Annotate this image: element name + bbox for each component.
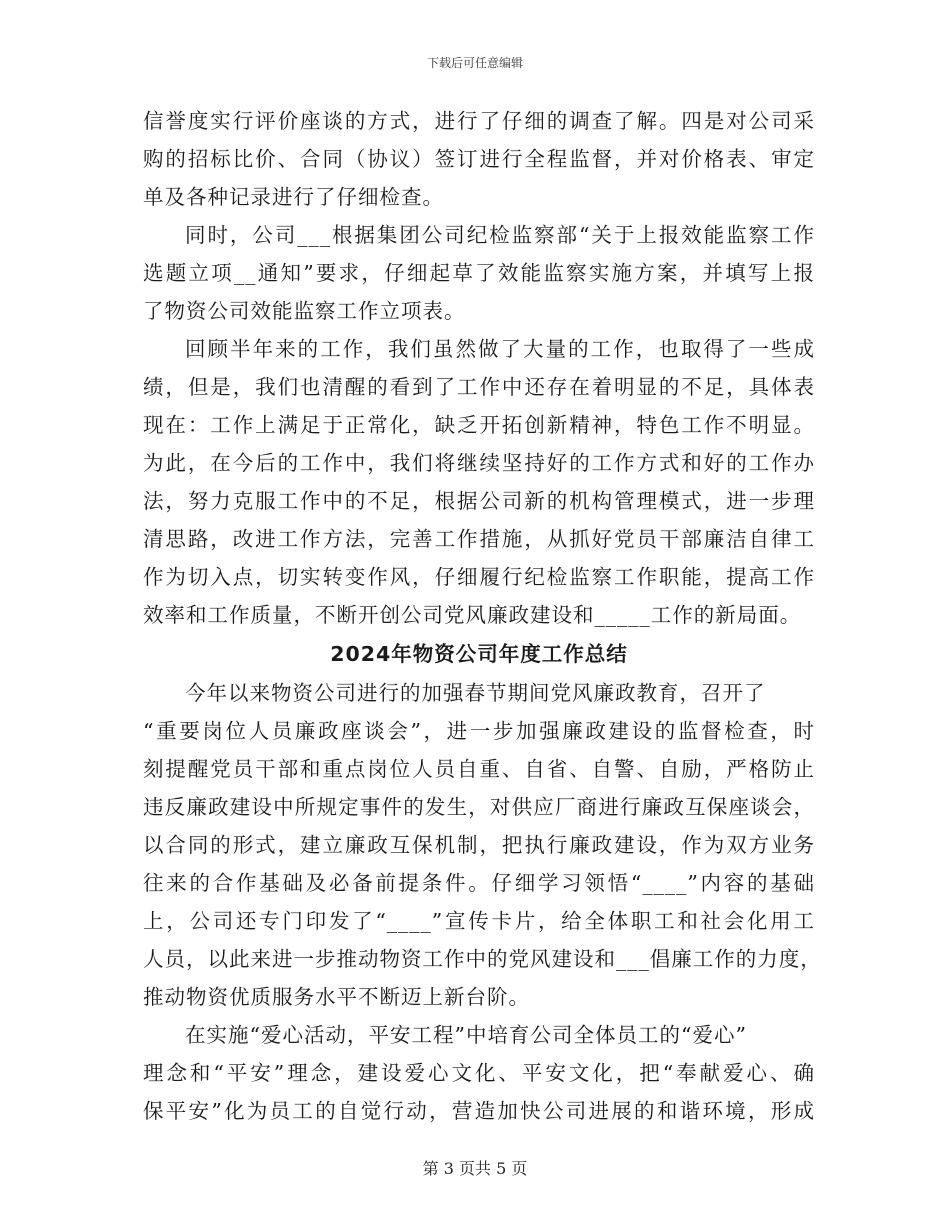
text-line: 为此，在今后的工作中，我们将继续坚持好的工作方式和好的工作办 [143, 451, 815, 475]
text-line: 了物资公司效能监察工作立项表。 [143, 299, 466, 323]
text-line: 同时，公司___根据集团公司纪检监察部“关于上报效能监察工作 [185, 223, 815, 247]
text-line: 作为切入点，切实转变作风，仔细履行纪检监察工作职能，提高工作 [143, 565, 815, 589]
text-line: 以合同的形式，建立廉政互保机制，把执行廉政建设，作为双方业务 [143, 833, 815, 857]
paragraph [143, 1016, 815, 1130]
text-line: 效率和工作质量，不断开创公司党风廉政建设和_____工作的新局面。 [143, 603, 802, 627]
text-line: 今年以来物资公司进行的加强春节期间党风廉政教育，召开了 [185, 681, 766, 705]
text-line: 违反廉政建设中所规定事件的发生，对供应厂商进行廉政互保座谈会， [143, 795, 815, 819]
text-line: 绩，但是，我们也清醒的看到了工作中还存在着明显的不足，具体表 [143, 375, 815, 399]
paragraph [143, 674, 822, 1016]
document-body [143, 102, 822, 1130]
text-line: 人员，以此来进一步推动物资工作中的党风建设和___倡廉工作的力度， [143, 947, 822, 971]
text-line: 理念和“平安”理念，建设爱心文化、平安文化，把“奉献爱心、确 [143, 1061, 815, 1085]
document-title: 2024年物资公司年度工作总结 [330, 642, 628, 666]
text-line: 在实施“爱心活动，平安工程”中培育公司全体员工的“爱心” [185, 1023, 747, 1047]
text-line: 现在：工作上满足于正常化，缺乏开拓创新精神，特色工作不明显。 [143, 413, 815, 437]
paragraph [143, 102, 815, 216]
page-header: 下载后可任意编辑 [426, 56, 523, 70]
text-line: “重要岗位人员廉政座谈会”，进一步加强廉政建设的监督检查，时 [143, 719, 815, 743]
paragraph [143, 330, 815, 634]
text-line: 保平安”化为员工的自觉行动，营造加快公司进展的和谐环境，形成 [143, 1099, 815, 1123]
text-line: 上，公司还专门印发了“____”宣传卡片，给全体职工和社会化用工 [143, 909, 815, 933]
text-line: 购的招标比价、合同（协议）签订进行全程监督，并对价格表、审定 [143, 147, 815, 171]
text-line: 往来的合作基础及必备前提条件。仔细学习领悟“____”内容的基础 [143, 871, 815, 895]
text-line: 法，努力克服工作中的不足，根据公司新的机构管理模式，进一步理 [143, 489, 815, 513]
text-line: 信誉度实行评价座谈的方式，进行了仔细的调查了解。四是对公司采 [143, 109, 815, 133]
text-line: 推动物资优质服务水平不断迈上新台阶。 [143, 985, 530, 1009]
text-line: 清思路，改进工作方法，完善工作措施，从抓好党员干部廉洁自律工 [143, 527, 815, 551]
page-footer: 第 3 页共 5 页 [422, 1159, 528, 1178]
text-line: 单及各种记录进行了仔细检查。 [143, 185, 444, 209]
text-line: 回顾半年来的工作，我们虽然做了大量的工作，也取得了一些成 [185, 337, 815, 361]
text-line: 刻提醒党员干部和重点岗位人员自重、自省、自警、自励，严格防止 [143, 757, 815, 781]
paragraph [143, 216, 815, 330]
text-line: 选题立项__通知”要求，仔细起草了效能监察实施方案，并填写上报 [143, 261, 815, 285]
